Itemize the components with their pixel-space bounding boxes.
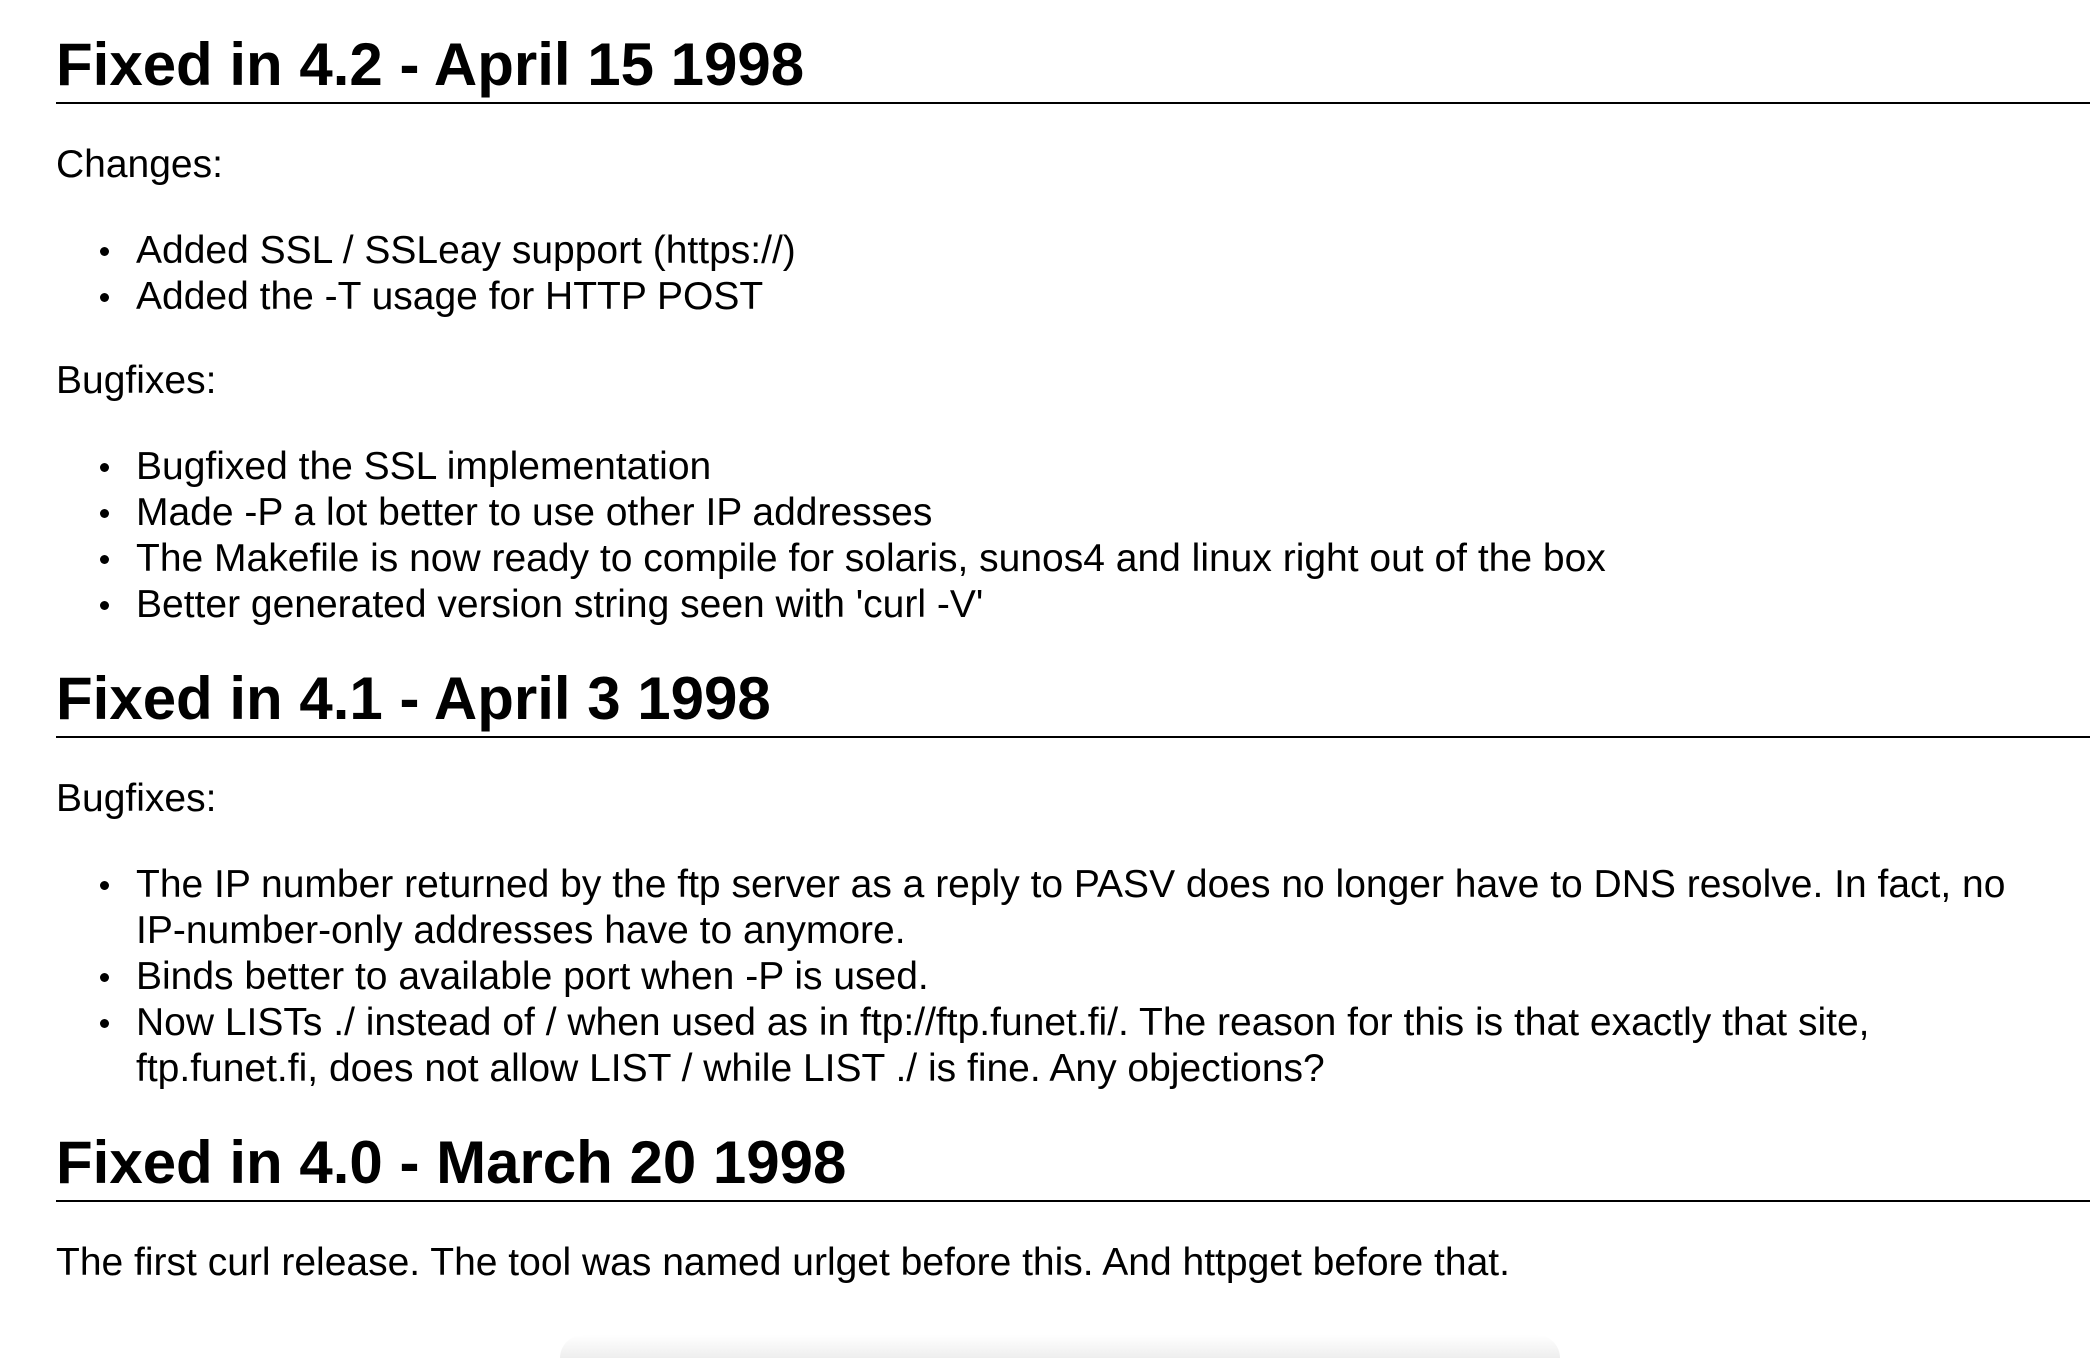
scroll-shadow bbox=[560, 1335, 1560, 1358]
list-item-text: Made -P a lot better to use other IP addresses bbox=[136, 491, 933, 534]
release-4-1-section bbox=[56, 634, 2090, 1092]
list-item-text-continued: IP-number-only addresses have to anymore. bbox=[136, 909, 906, 952]
changes-list bbox=[56, 228, 2090, 320]
bugfixes-label: Bugfixes: bbox=[56, 359, 217, 402]
bullet-icon bbox=[100, 247, 109, 256]
list-item bbox=[56, 954, 2090, 1000]
list-item-text-continued: ftp.funet.fi, does not allow LIST / while LIST ./ is fine. Any objections? bbox=[136, 1047, 1325, 1090]
release-heading: Fixed in 4.1 - April 3 1998 bbox=[56, 634, 2090, 738]
bullet-icon bbox=[100, 463, 109, 472]
bullet-icon bbox=[100, 1019, 109, 1028]
bullet-icon bbox=[100, 293, 109, 302]
list-item bbox=[56, 444, 2090, 490]
changelog-content bbox=[56, 0, 2090, 1286]
bullet-icon bbox=[100, 555, 109, 564]
list-item-text: Binds better to available port when -P is used. bbox=[136, 955, 929, 998]
bullet-icon bbox=[100, 601, 109, 610]
release-4-0-section bbox=[56, 1098, 2090, 1286]
list-item-text: Better generated version string seen with 'curl -V' bbox=[136, 583, 984, 626]
release-4-2-section bbox=[56, 0, 2090, 628]
list-item bbox=[56, 862, 2090, 954]
release-heading: Fixed in 4.0 - March 20 1998 bbox=[56, 1098, 2090, 1202]
list-item bbox=[56, 536, 2090, 582]
list-item-text: Now LISTs ./ instead of / when used as in ftp://ftp.funet.fi/. The reason for this is that exactly that site, bbox=[136, 1001, 1870, 1044]
bugfixes-label: Bugfixes: bbox=[56, 777, 217, 820]
list-item bbox=[56, 274, 2090, 320]
release-description: The first curl release. The tool was named urlget before this. And httpget before that. bbox=[56, 1241, 1510, 1284]
bugfixes-list bbox=[56, 862, 2090, 1092]
list-item-text: The Makefile is now ready to compile for solaris, sunos4 and linux right out of the box bbox=[136, 537, 1606, 580]
list-item-text: The IP number returned by the ftp server as a reply to PASV does no longer have to DNS resolve. In fact, no bbox=[136, 863, 2006, 906]
bullet-icon bbox=[100, 973, 109, 982]
list-item-text: Added SSL / SSLeay support (https://) bbox=[136, 229, 796, 272]
list-item bbox=[56, 582, 2090, 628]
release-heading: Fixed in 4.2 - April 15 1998 bbox=[56, 0, 2090, 104]
changes-label: Changes: bbox=[56, 143, 223, 186]
list-item-text: Added the -T usage for HTTP POST bbox=[136, 275, 764, 318]
bugfixes-list bbox=[56, 444, 2090, 628]
list-item bbox=[56, 490, 2090, 536]
bullet-icon bbox=[100, 881, 109, 890]
list-item bbox=[56, 1000, 2090, 1092]
bullet-icon bbox=[100, 509, 109, 518]
list-item bbox=[56, 228, 2090, 274]
list-item-text: Bugfixed the SSL implementation bbox=[136, 445, 712, 488]
